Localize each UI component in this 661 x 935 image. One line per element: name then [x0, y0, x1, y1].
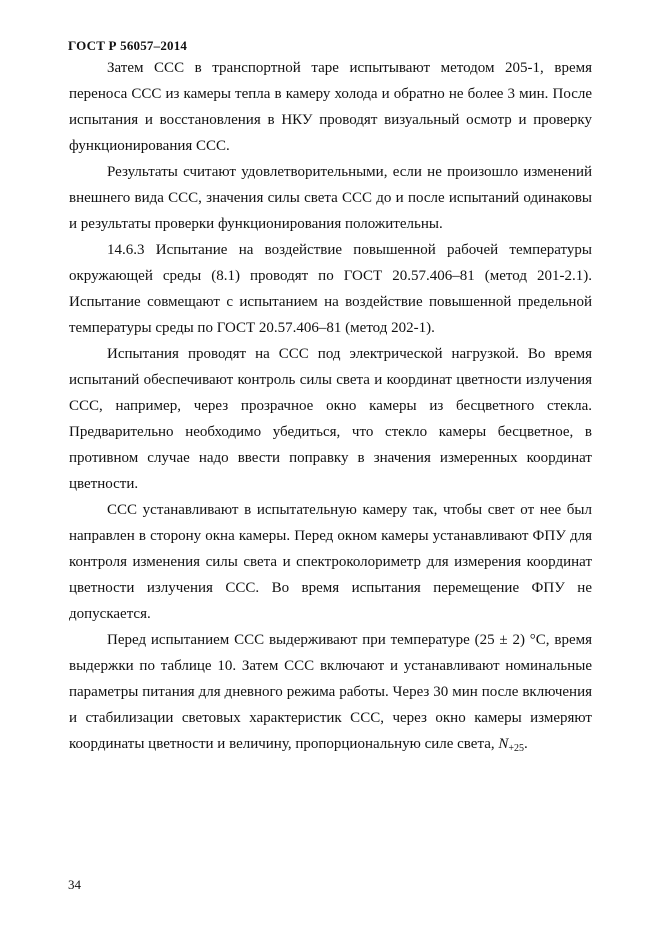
- luminous-intensity-symbol: N: [498, 736, 509, 752]
- luminous-intensity-subscript: +25: [508, 743, 525, 754]
- paragraph-4: Испытания проводят на ССС под электрической нагрузкой. Во время испытаний обеспечивают контроль силы света и координат цветности излучения ССС, например, через прозрачное окно камеры из бесцветного стекла. Предварительно необходимо убедиться, что стекло камеры бесцветное, в противном случае надо ввести поправку в значения измеренных координат цветности.: [69, 346, 592, 492]
- paragraph-2: Результаты считают удовлетворительными, если не произошло изменений внешнего вида ССС, значения силы света ССС до и после испытаний одинаковы и результаты проверки функционирования положительны.: [69, 164, 592, 232]
- paragraph-1: Затем ССС в транспортной таре испытывают методом 205-1, время переноса ССС из камеры тепла в камеру холода и обратно не более 3 мин. После испытания и восстановления в НКУ проводят визуальный осмотр и проверку функционирования ССС.: [69, 60, 592, 154]
- document-body: [69, 55, 592, 757]
- document-header: ГОСТ Р 56057–2014: [68, 38, 188, 53]
- paragraph-6-text: Перед испытанием ССС выдерживают при температуре (25 ± 2) °С, время выдержки по таблице 10. Затем ССС включают и устанавливают номинальные параметры питания для дневного режима работы. Через 30 мин после включения и стабилизации световых характеристик ССС, через окно камеры измеряют координаты цветности и величину, пропорциональную силе света,: [69, 632, 592, 752]
- paragraph-3: 14.6.3 Испытание на воздействие повышенной рабочей температуры окружающей среды (8.1) проводят по ГОСТ 20.57.406–81 (метод 201-2.1). Испытание совмещают с испытанием на воздействие повышенной предельной температуры среды по ГОСТ 20.57.406–81 (метод 202-1).: [69, 242, 592, 336]
- paragraph-6: [69, 627, 592, 757]
- paragraph-6-end: .: [524, 736, 528, 752]
- paragraph-5: ССС устанавливают в испытательную камеру так, чтобы свет от нее был направлен в сторону окна камеры. Перед окном камеры устанавливают ФПУ для контроля изменения силы света и спектроколориметр для измерения координат цветности излучения ССС. Во время испытания перемещение ФПУ не допускается.: [69, 502, 592, 622]
- page-number: 34: [68, 877, 81, 892]
